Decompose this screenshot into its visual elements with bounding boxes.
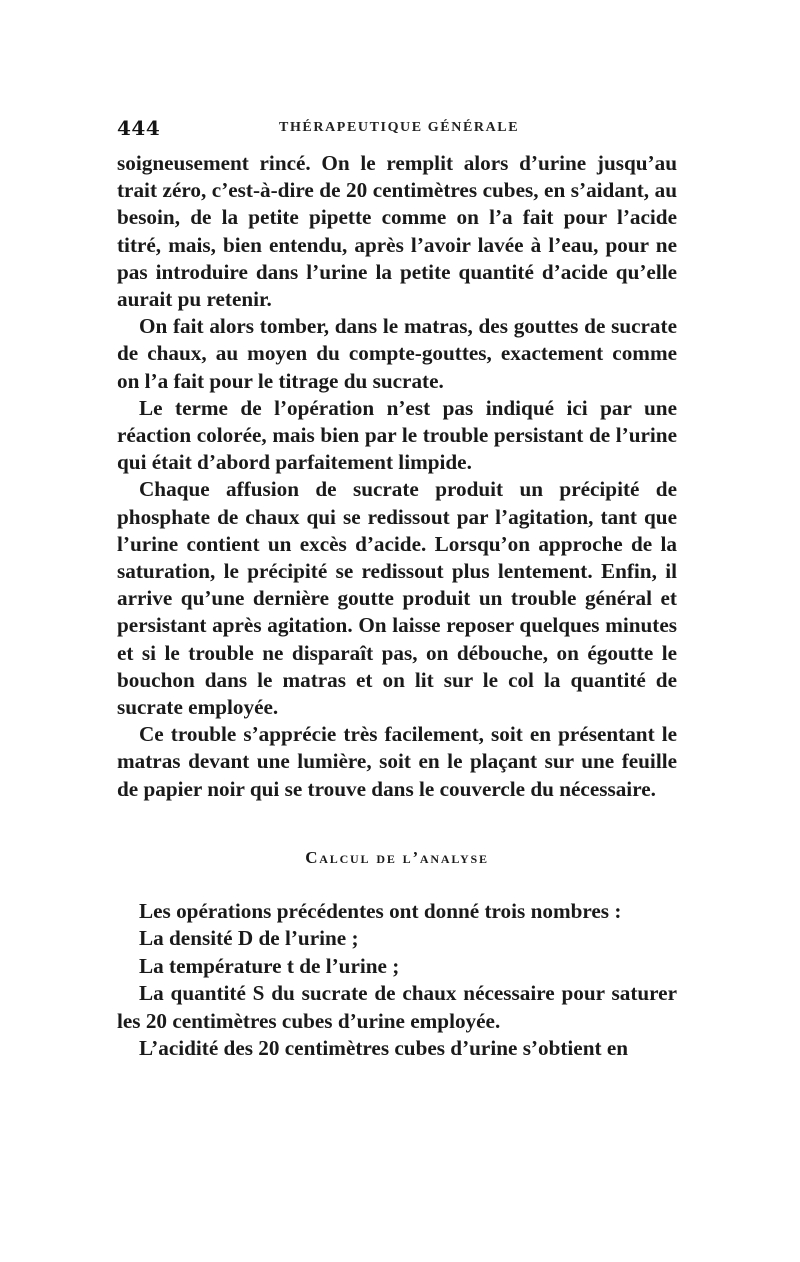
page-number: 444 <box>117 116 161 140</box>
running-title: THÉRAPEUTIQUE GÉNÉRALE <box>279 120 520 135</box>
paragraph: L’acidité des 20 centimètres cubes d’urine s’obtient en <box>139 1036 629 1061</box>
list-line: La densité D de l’urine ; <box>139 926 359 951</box>
paragraph: Ce trouble s’apprécie très facilement, soit en présentant le matras devant une lumière, soit en le plaçant sur une feuille de papier noir qui se trouve dans le couvercle du nécessaire. <box>117 722 677 801</box>
paragraph: Les opérations précédentes ont donné trois nombres : <box>139 899 622 923</box>
paragraph-continuation: soigneusement rincé. On le remplit alors d’urine jusqu’au trait zéro, c’est-à-dire de 20 centimètres cubes, en s’aidant, au besoin, de la petite pipette comme on l’a fait pour l’acide titré, mais, bien entendu, après l’avoir lavée à l’eau, pour ne pas introduire dans l’urine la petite quantité d’acide qu’elle aurait pu retenir. <box>117 151 677 312</box>
paragraph: On fait alors tomber, dans le matras, des gouttes de sucrate de chaux, au moyen du compte-gouttes, exactement comme on l’a fait pour le titrage du sucrate. <box>117 314 677 393</box>
paragraph: Le terme de l’opération n’est pas indiqué ici par une réaction colorée, mais bien par le trouble persistant de l’urine qui était d’abord parfaitement limpide. <box>117 395 677 475</box>
list-line: La température t de l’urine ; <box>139 953 400 978</box>
paragraph: Chaque affusion de sucrate produit un précipité de phosphate de chaux qui se redissout par l’agitation, tant que l’urine contient un excès d’acide. Lorsqu’on approche de la saturation, le précipité se redissout plus lentement. Enfin, il arrive qu’une dernière goutte produit un trouble général et persistant après agitation. On laisse reposer quelques minutes et si le trouble ne disparaît pas, on débouche, on égoutte le bouchon dans le matras et on lit sur le col la quantité de sucrate employée. <box>117 477 677 720</box>
main-text <box>117 150 677 803</box>
list-line: La quantité S du sucrate de chaux nécessaire pour saturer les 20 centimètres cubes d’urine employée. <box>117 981 677 1033</box>
running-head <box>117 116 677 140</box>
section-heading: Calcul de l’analyse <box>305 848 489 867</box>
section-text <box>117 898 677 1062</box>
